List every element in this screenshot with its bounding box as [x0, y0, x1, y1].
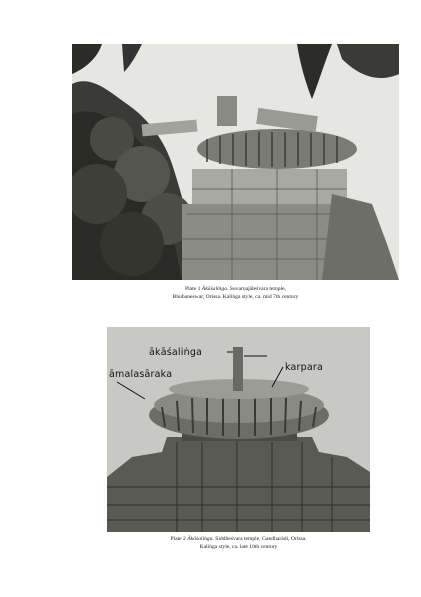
- plate-1-temple: Suvarṇajāleśvara temple,: [229, 286, 286, 292]
- label-karpara: karpara: [285, 362, 324, 373]
- label-amalasaraka: āmalasāraka: [109, 369, 173, 380]
- plate-1-caption: [72, 285, 399, 301]
- plate-2-term: Ākāśaliṅga.: [187, 536, 214, 542]
- plate-2-photograph: [107, 327, 370, 532]
- plate-2-caption: [107, 535, 370, 551]
- plate-2-temple: Siddheśvara temple, Gandharādi, Orissa.: [215, 536, 307, 542]
- plate-1-number: Plate 1: [184, 286, 201, 292]
- plate-2-style: Kaliṅga style, ca. late 10th century: [199, 544, 278, 550]
- plate-1-image: [72, 44, 399, 280]
- plate-1-location: Bhubaneswar, Orissa. Kaliṅga style, ca. mid 7th century: [172, 294, 299, 300]
- plate-2-number: Plate 2: [170, 536, 186, 542]
- plate-2-image: [107, 327, 370, 532]
- plate-1-term: Ākāśaliṅga.: [201, 286, 229, 292]
- label-akasalinga: ākāśaliṅga: [149, 347, 203, 358]
- plate-1-photograph: [72, 44, 399, 280]
